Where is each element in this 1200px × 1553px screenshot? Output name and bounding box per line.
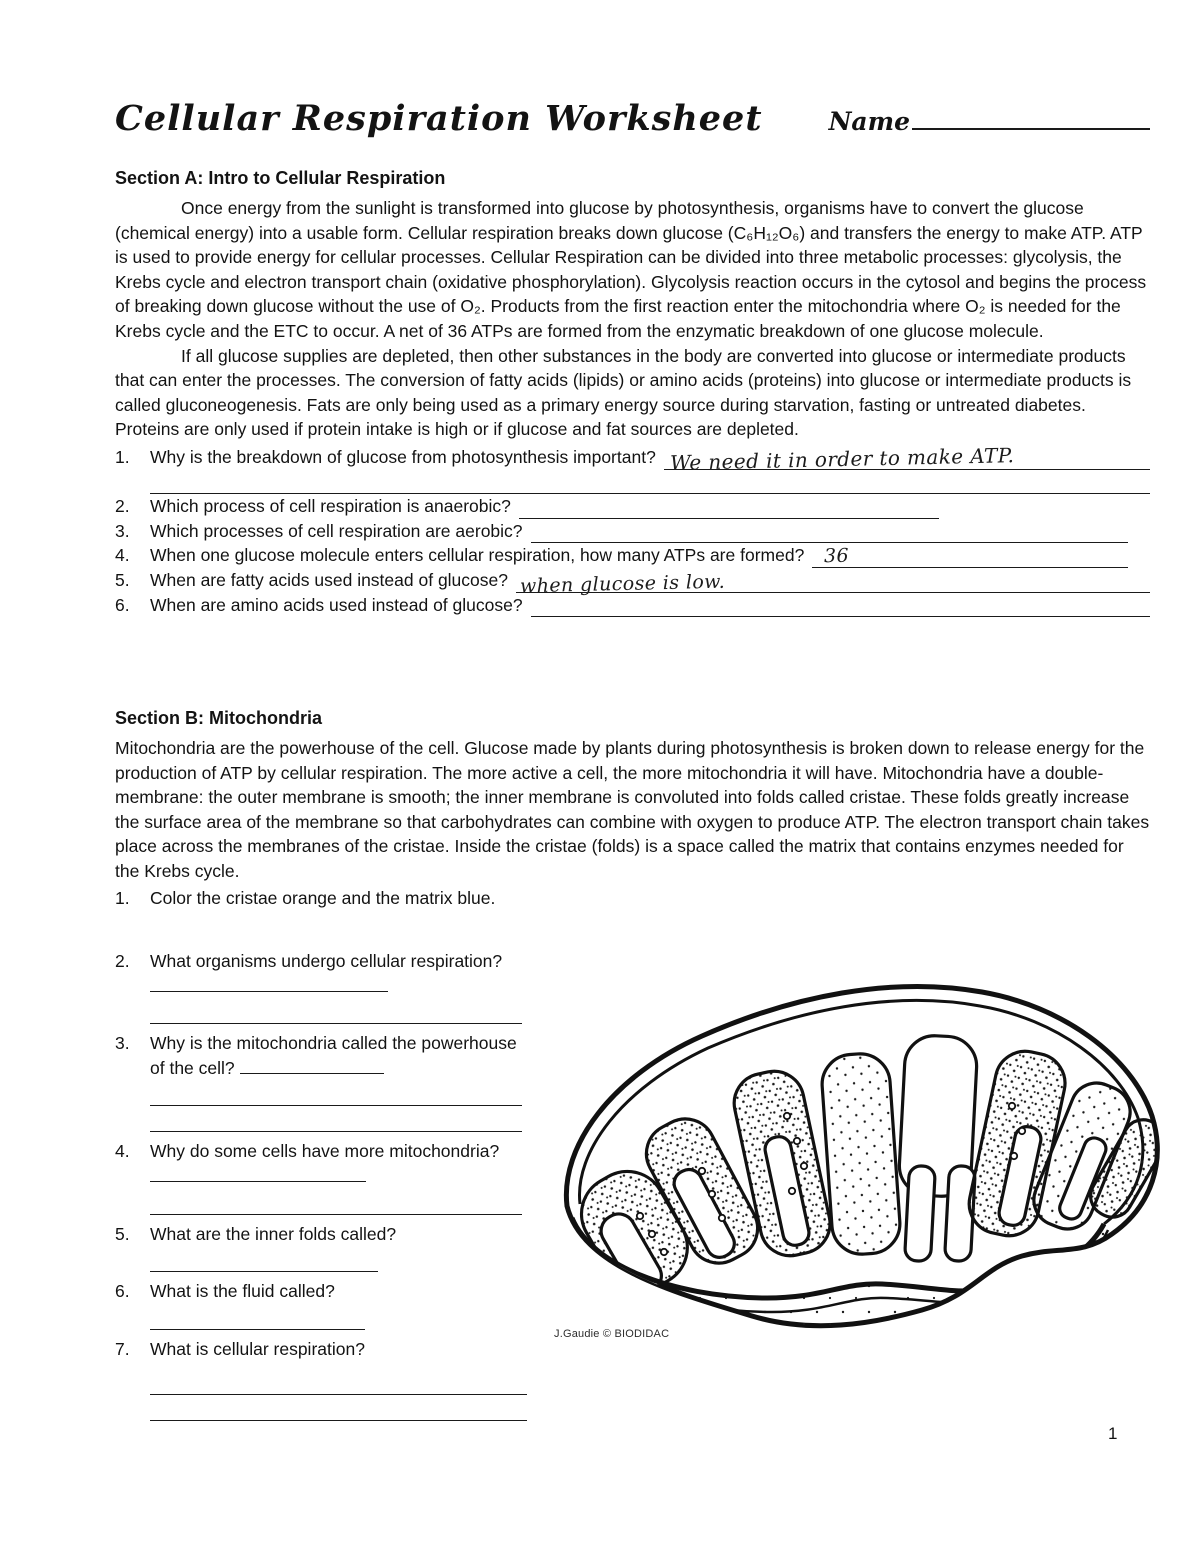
section-b (115, 706, 1150, 910)
page-title: Cellular Respiration Worksheet (115, 98, 763, 139)
section-b-paragraph: Mitochondria are the powerhouse of the cell. Glucose made by plants during photosynthesis is broken down to release energy for the production of ATP by cellular respiration. The more active a cell, the more mitochondria it will have. Mitochondria have a double-membrane: the outer membrane is smooth; the inner membrane is convoluted into folds called cristae. These folds greatly increase the surface area of the membrane so that carbohydrates can combine with oxygen to produce ATP. The electron transport chain takes place across the membranes of the cristae. Inside the cristae (folds) is a space called the matrix that contains enzymes needed for the Krebs cycle. (115, 738, 1150, 881)
question-row-b3 (115, 1031, 531, 1132)
answer-blank-a1 (664, 443, 1150, 475)
handwritten-answer-a4: 36 (824, 545, 850, 568)
mitochondrion-drawing (552, 966, 1170, 1344)
handwritten-answer-a5: when glucose is low. (519, 570, 726, 598)
section-b-heading: Section B: Mitochondria (115, 708, 322, 728)
question-text: What is the fluid called? (150, 1281, 335, 1302)
question-row-b6 (115, 1279, 531, 1330)
answer-blank-b4 (150, 1167, 366, 1182)
question-row-a3 (115, 519, 1150, 544)
question-number: 1. (115, 446, 130, 467)
answer-blank-a3 (531, 522, 1128, 543)
question-body (150, 1031, 529, 1132)
question-number: 4. (115, 1141, 130, 1162)
answer-blank-b7-line2 (150, 1395, 527, 1421)
question-body (150, 949, 529, 1024)
name-label: Name (828, 107, 910, 136)
answer-blank-b3 (240, 1059, 384, 1074)
question-text: When are amino acids used instead of glucose? (150, 594, 523, 615)
answer-blank-a2 (519, 498, 939, 519)
question-row-b4 (115, 1139, 531, 1214)
section-b-questions (115, 949, 531, 1428)
page-number: 1 (1108, 1424, 1118, 1443)
answer-blank-a5 (516, 570, 1150, 598)
question-row-b7 (115, 1337, 531, 1422)
question-text: What organisms undergo cellular respiration? (150, 951, 503, 971)
answer-blank-b4-line2 (150, 1189, 522, 1215)
question-number: 7. (115, 1338, 130, 1359)
question-text: What are the inner folds called? (150, 1223, 397, 1244)
question-number: 5. (115, 1223, 130, 1244)
section-a-paragraph-2: If all glucose supplies are depleted, then other substances in the body are converted into glucose or intermediate products that can enter the processes. The conversion of fatty acids (lipids) or amino acids (proteins) into glucose or intermediate products is called gluconeogenesis. Fats are only being used as a primary energy source during starvation, fasting or untreated diabetes. Proteins are only used if protein intake is high or if glucose and fat sources are depleted. (115, 345, 1132, 440)
question-text: When one glucose molecule enters cellular respiration, how many ATPs are formed? (150, 545, 805, 566)
answer-blank-b3-line2 (150, 1080, 522, 1106)
question-number: 6. (115, 1281, 130, 1302)
answer-blank-a1-line2 (150, 473, 1150, 494)
answer-blank-b7 (150, 1369, 527, 1395)
question-row-b5 (115, 1222, 531, 1273)
diagram-credit-caption: J.Gaudie © BIODIDAC (554, 1328, 670, 1340)
answer-blank-b6 (150, 1304, 365, 1330)
question-row-b1 (115, 886, 1150, 911)
name-field (829, 106, 1150, 135)
question-body (150, 1279, 529, 1330)
question-text: When are fatty acids used instead of glucose? (150, 569, 508, 590)
answer-blank-b5 (150, 1246, 378, 1272)
section-a-questions (115, 445, 1150, 617)
question-text: What is cellular respiration? (150, 1338, 365, 1359)
question-number: 6. (115, 594, 130, 615)
answer-blank-a4 (812, 547, 1128, 568)
question-body (150, 1139, 529, 1214)
question-text: Why is the breakdown of glucose from photosynthesis important? (150, 446, 656, 467)
answer-blank-b3-line3 (150, 1106, 522, 1132)
question-body (150, 1222, 529, 1273)
question-text: Why do some cells have more mitochondria? (150, 1141, 500, 1162)
section-a (115, 166, 1150, 617)
question-row-a6 (115, 593, 1150, 618)
answer-blank-a6 (531, 596, 1150, 617)
question-text: Which processes of cell respiration are aerobic? (150, 520, 523, 541)
question-row-a1 (115, 443, 1150, 475)
question-row-a2 (115, 494, 1150, 519)
question-number: 2. (115, 496, 130, 517)
name-blank-line (912, 106, 1150, 130)
handwritten-answer-a1: We need it in order to make ATP. (669, 443, 1015, 475)
mitochondrion-diagram (552, 966, 1172, 1350)
section-a-paragraph-1: Once energy from the sunlight is transformed into glucose by photosynthesis, organisms have to convert the glucose (chemical energy) into a usable form. Cellular respiration breaks down glucose (C₆H₁₂O₆) and transfers the energy to make ATP. ATP is used to provide energy for cellular processes. Cellular Respiration can be divided into three metabolic processes: glycolysis, the Krebs cycle and electron transport chain (oxidative phosphorylation). Glycolysis reaction occurs in the cytosol and begins the process of breaking down glucose without the use of O₂. Products from the first reaction enter the mitochondria where O₂ is needed for the Krebs cycle and the ETC to occur. A net of 36 ATPs are formed from the enzymatic breakdown of one glucose molecule. (115, 198, 1147, 341)
question-row-b2 (115, 949, 531, 1024)
answer-blank-b2 (150, 977, 388, 992)
question-text: Why is the mitochondria called the powerhouse of the cell? (150, 1033, 517, 1078)
question-number: 4. (115, 545, 130, 566)
question-row-a1-line2 (115, 470, 1150, 495)
section-a-heading: Section A: Intro to Cellular Respiration (115, 168, 446, 188)
question-body (150, 1337, 529, 1422)
question-number: 5. (115, 569, 130, 590)
question-row-a5 (115, 568, 1150, 598)
header (115, 96, 1150, 142)
answer-blank-b2-line2 (150, 998, 522, 1024)
question-number: 1. (115, 887, 130, 908)
question-row-a4 (115, 543, 1150, 568)
question-text: Color the cristae orange and the matrix blue. (150, 887, 496, 908)
question-text: Which process of cell respiration is anaerobic? (150, 496, 511, 517)
question-number: 3. (115, 1033, 130, 1054)
question-number: 2. (115, 951, 130, 971)
question-number: 3. (115, 520, 130, 541)
